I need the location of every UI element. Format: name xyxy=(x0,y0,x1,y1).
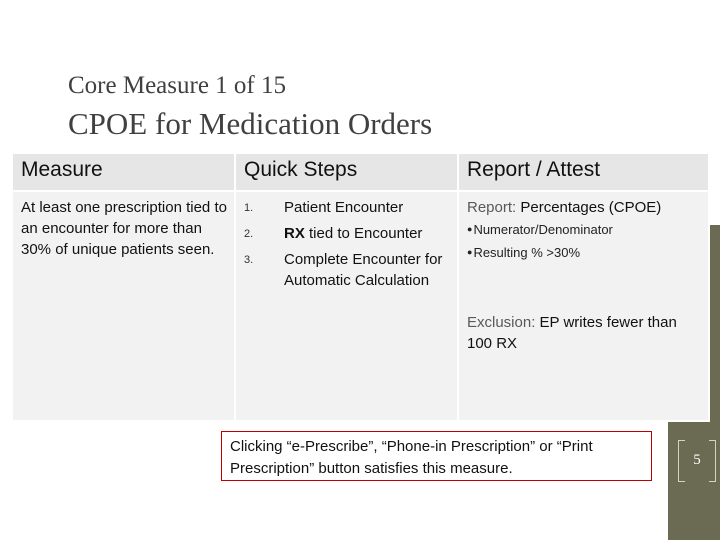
exclusion-line xyxy=(467,312,702,354)
bullet-item xyxy=(467,241,702,264)
steps-cell xyxy=(235,191,458,421)
table-row xyxy=(12,191,709,421)
header-measure: Measure xyxy=(12,153,235,191)
bullet-item xyxy=(467,218,702,241)
report-value: Percentages (CPOE) xyxy=(516,199,662,216)
page-number: 5 xyxy=(693,452,701,468)
exclusion-label: Exclusion: xyxy=(467,314,536,331)
step-item xyxy=(236,223,453,244)
slide-title: CPOE for Medication Orders xyxy=(68,106,433,141)
step-number: 3. xyxy=(244,254,254,266)
slide-subtitle: Core Measure 1 of 15 xyxy=(68,72,286,99)
page-number-box xyxy=(678,440,718,482)
report-label: Report: xyxy=(467,199,517,216)
step-text: Complete Encounter for Automatic Calculation xyxy=(284,251,443,289)
header-quick-steps: Quick Steps xyxy=(235,153,458,191)
header-report-attest: Report / Attest xyxy=(458,153,709,191)
bullet-icon: ● xyxy=(467,247,473,257)
exclusion-value: EP writes fewer than 100 RX xyxy=(467,314,677,352)
bullet-icon: ● xyxy=(467,224,473,234)
steps-list xyxy=(236,192,457,291)
step-text: tied to Encounter xyxy=(304,225,423,242)
report-cell xyxy=(458,191,709,421)
bullet-text: Numerator/Denominator xyxy=(473,222,613,237)
measure-text: At least one prescription tied to an encounter for more than 30% of unique patients seen. xyxy=(21,199,227,258)
report-block xyxy=(459,192,708,354)
measure-table xyxy=(11,152,710,422)
step-bold-text: RX xyxy=(284,225,305,242)
note-box: Clicking “e-Prescribe”, “Phone-in Prescription” or “Print Prescription” button satisfies this measure. xyxy=(221,431,652,481)
step-text: Patient Encounter xyxy=(284,199,404,216)
step-item xyxy=(236,197,453,218)
step-number: 2. xyxy=(244,228,254,240)
table-header-row xyxy=(12,153,709,191)
measure-cell xyxy=(12,191,235,421)
bullet-text: Resulting % >30% xyxy=(473,245,581,260)
report-line xyxy=(467,197,702,218)
step-item xyxy=(236,249,453,291)
step-number: 1. xyxy=(244,202,254,214)
